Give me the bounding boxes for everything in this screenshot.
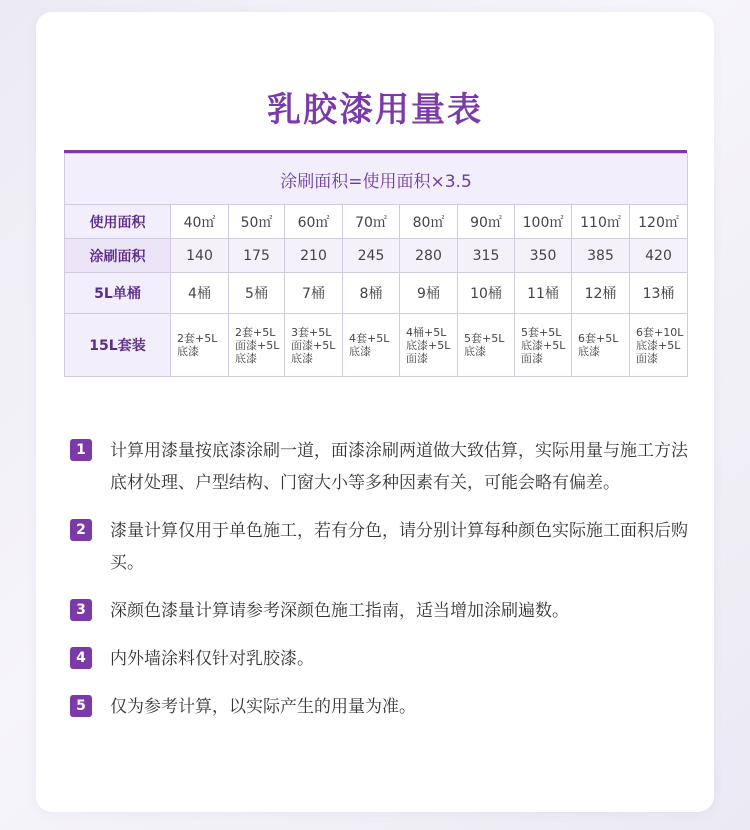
- cell-line: 底漆: [177, 345, 199, 358]
- table-cell: 11桶: [515, 273, 572, 314]
- formula-header: 涂刷面积=使用面积×3.5: [65, 154, 688, 205]
- table-row: [65, 239, 688, 273]
- note-item: [70, 595, 690, 627]
- note-item: [70, 691, 690, 723]
- cell-line: 6套+10L: [636, 325, 684, 339]
- note-item: [70, 435, 690, 499]
- table-cell: 210: [285, 239, 343, 273]
- table-cell: [630, 314, 688, 377]
- cell-line: 3套+5L: [291, 325, 332, 339]
- table-cell: 40㎡: [171, 205, 229, 239]
- table-cell: 9桶: [400, 273, 458, 314]
- table-cell: [400, 314, 458, 377]
- table-row: [65, 205, 688, 239]
- cell-line: 面漆: [406, 351, 428, 365]
- cell-line: 5套+5L: [521, 325, 562, 339]
- table-cell: 140: [171, 239, 229, 273]
- table-cell: 90㎡: [458, 205, 515, 239]
- cell-line: 4套+5L: [349, 332, 390, 345]
- table-cell: 4桶: [171, 273, 229, 314]
- cell-line: 底漆+5L: [406, 338, 451, 352]
- table-cell: 120㎡: [630, 205, 688, 239]
- cell-line: 底漆+5L: [636, 338, 681, 352]
- table-cell: [458, 314, 515, 377]
- table-cell: 13桶: [630, 273, 688, 314]
- table-row: [65, 273, 688, 314]
- table-cell: [572, 314, 630, 377]
- row-label: 涂刷面积: [65, 239, 171, 273]
- table-cell: 350: [515, 239, 572, 273]
- note-item: [70, 515, 690, 579]
- cell-line: 底漆+5L: [521, 338, 566, 352]
- table-cell: 7桶: [285, 273, 343, 314]
- cell-line: 2套+5L: [235, 325, 276, 339]
- note-text: 内外墙涂料仅针对乳胶漆。: [110, 649, 314, 669]
- note-number-badge: 3: [70, 599, 92, 621]
- table-row: [65, 314, 688, 377]
- cell-line: 2套+5L: [177, 332, 218, 345]
- note-number-badge: 1: [70, 439, 92, 461]
- table-cell: 245: [343, 239, 400, 273]
- table-cell: 5桶: [229, 273, 285, 314]
- cell-line: 面漆: [636, 351, 658, 365]
- table-cell: 12桶: [572, 273, 630, 314]
- table-cell: 280: [400, 239, 458, 273]
- table-cell: [343, 314, 400, 377]
- note-number-badge: 2: [70, 519, 92, 541]
- note-item: [70, 643, 690, 675]
- table-cell: 10桶: [458, 273, 515, 314]
- table-cell: 70㎡: [343, 205, 400, 239]
- note-text: 计算用漆量按底漆涂刷一道，面漆涂刷两道做大致估算，实际用量与施工方法底材处理、户型结构、门窗大小等多种因素有关，可能会略有偏差。: [110, 441, 688, 493]
- table-cell: 110㎡: [572, 205, 630, 239]
- cell-line: 底漆: [464, 345, 486, 358]
- usage-table: [64, 150, 687, 377]
- table-cell: 50㎡: [229, 205, 285, 239]
- row-label: 5L单桶: [65, 273, 171, 314]
- table-cell: 175: [229, 239, 285, 273]
- table-cell: [515, 314, 572, 377]
- cell-line: 5套+5L: [464, 332, 505, 345]
- table-cell: 8桶: [343, 273, 400, 314]
- note-text: 漆量计算仅用于单色施工，若有分色，请分别计算每种颜色实际施工面积后购买。: [110, 521, 688, 573]
- table-cell: 100㎡: [515, 205, 572, 239]
- notes-list: [70, 435, 690, 739]
- table-cell: 60㎡: [285, 205, 343, 239]
- note-number-badge: 5: [70, 695, 92, 717]
- table-cell: [285, 314, 343, 377]
- note-number-badge: 4: [70, 647, 92, 669]
- cell-line: 底漆: [235, 351, 257, 365]
- row-label: 使用面积: [65, 205, 171, 239]
- cell-line: 底漆: [291, 351, 313, 365]
- cell-line: 面漆+5L: [291, 338, 336, 352]
- table-cell: 385: [572, 239, 630, 273]
- cell-line: 底漆: [349, 345, 371, 358]
- table-cell: 80㎡: [400, 205, 458, 239]
- cell-line: 面漆+5L: [235, 338, 280, 352]
- table-cell: 315: [458, 239, 515, 273]
- cell-line: 面漆: [521, 351, 543, 365]
- table-cell: [171, 314, 229, 377]
- table-cell: 420: [630, 239, 688, 273]
- cell-line: 6套+5L: [578, 332, 619, 345]
- row-label: 15L套装: [65, 314, 171, 377]
- table-cell: [229, 314, 285, 377]
- cell-line: 底漆: [578, 345, 600, 358]
- page-title: 乳胶漆用量表: [267, 90, 483, 130]
- note-text: 深颜色漆量计算请参考深颜色施工指南，适当增加涂刷遍数。: [110, 601, 569, 621]
- cell-line: 4桶+5L: [406, 325, 447, 339]
- note-text: 仅为参考计算，以实际产生的用量为准。: [110, 697, 416, 717]
